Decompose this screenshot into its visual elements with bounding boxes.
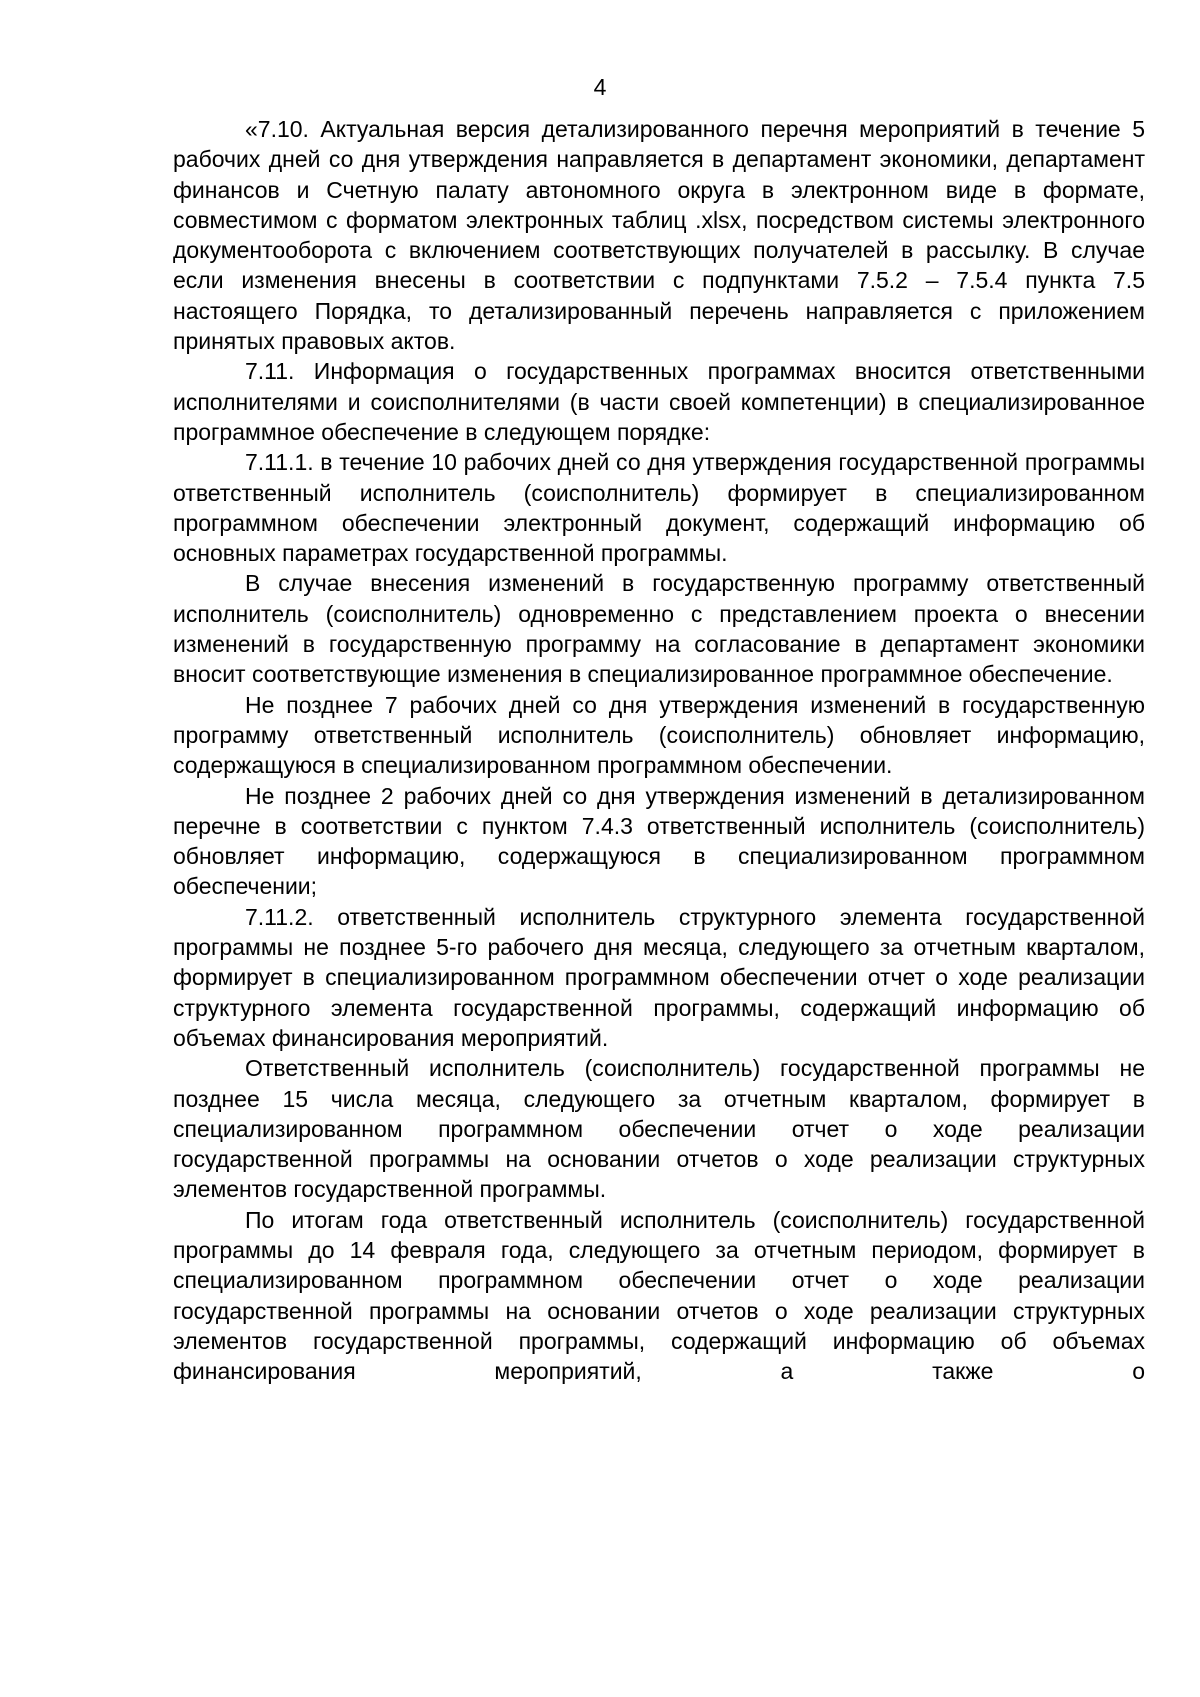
paragraph-responsible: Ответственный исполнитель (соисполнитель) государственной программы не позднее 15 числа месяца, следующего за отчетным кварталом, формирует в специализированном программном обеспечении отчет о ходе реализации государственной программы на основании отчетов о ходе реализации структурных элементов государственной программы. — [173, 1055, 1145, 1203]
paragraph-7-11-1: 7.11.1. в течение 10 рабочих дней со дня утверждения государственной программы ответственный исполнитель (соисполнитель) формирует в специализированном программном обеспечении электронный документ, содержащий информацию об основных параметрах государственной программы. — [173, 449, 1145, 567]
paragraph-2-days: Не позднее 2 рабочих дней со дня утверждения изменений в детализированном перечне в соответствии с пунктом 7.4.3 ответственный исполнитель (соисполнитель) обновляет информацию, содержащуюся в специализированном программном обеспечении; — [173, 782, 1145, 900]
document-body — [173, 114, 1145, 1386]
page-number: 4 — [593, 74, 607, 100]
paragraph-7-11: 7.11. Информация о государственных программах вносится ответственными исполнителями и соисполнителями (в части своей компетенции) в специализированное программное обеспечение в следующем порядке: — [173, 358, 1145, 445]
paragraph-year-results: По итогам года ответственный исполнитель (соисполнитель) государственной программы до 14 февраля года, следующего за отчетным периодом, формирует в специализированном программном обеспечении отчет о ходе реализации государственной программы на основании отчетов о ходе реализации структурных элементов государственной программы, содержащий информацию об объемах финансирования мероприятий, а также о — [173, 1206, 1145, 1385]
paragraph-changes: В случае внесения изменений в государственную программу ответственный исполнитель (соисполнитель) одновременно с представлением проекта о внесении изменений в государственную программу на согласование в департамент экономики вносит соответствующие изменения в специализированное программное обеспечение. — [173, 570, 1145, 688]
paragraph-7-days: Не позднее 7 рабочих дней со дня утверждения изменений в государственную программу ответственный исполнитель (соисполнитель) обновляет информацию, содержащуюся в специализированном программном обеспечении. — [173, 691, 1145, 779]
paragraph-7-11-2: 7.11.2. ответственный исполнитель структурного элемента государственной программы не позднее 5-го рабочего дня месяца, следующего за отчетным кварталом, формирует в специализированном программном обеспечении отчет о ходе реализации структурного элемента государственной программы, содержащий информацию об объемах финансирования мероприятий. — [173, 903, 1145, 1051]
paragraph-7-10: «7.10. Актуальная версия детализированного перечня мероприятий в течение 5 рабочих дней со дня утверждения направляется в департамент экономики, департамент финансов и Счетную палату автономного округа в электронном виде в формате, совместимом с форматом электронных таблиц .xlsx, посредством системы электронного документооборота с включением соответствующих получателей в рассылку. В случае если изменения внесены в соответствии с подпунктами 7.5.2 – 7.5.4 пункта 7.5 настоящего Порядка, то детализированный перечень направляется с приложением принятых правовых актов. — [173, 116, 1145, 355]
